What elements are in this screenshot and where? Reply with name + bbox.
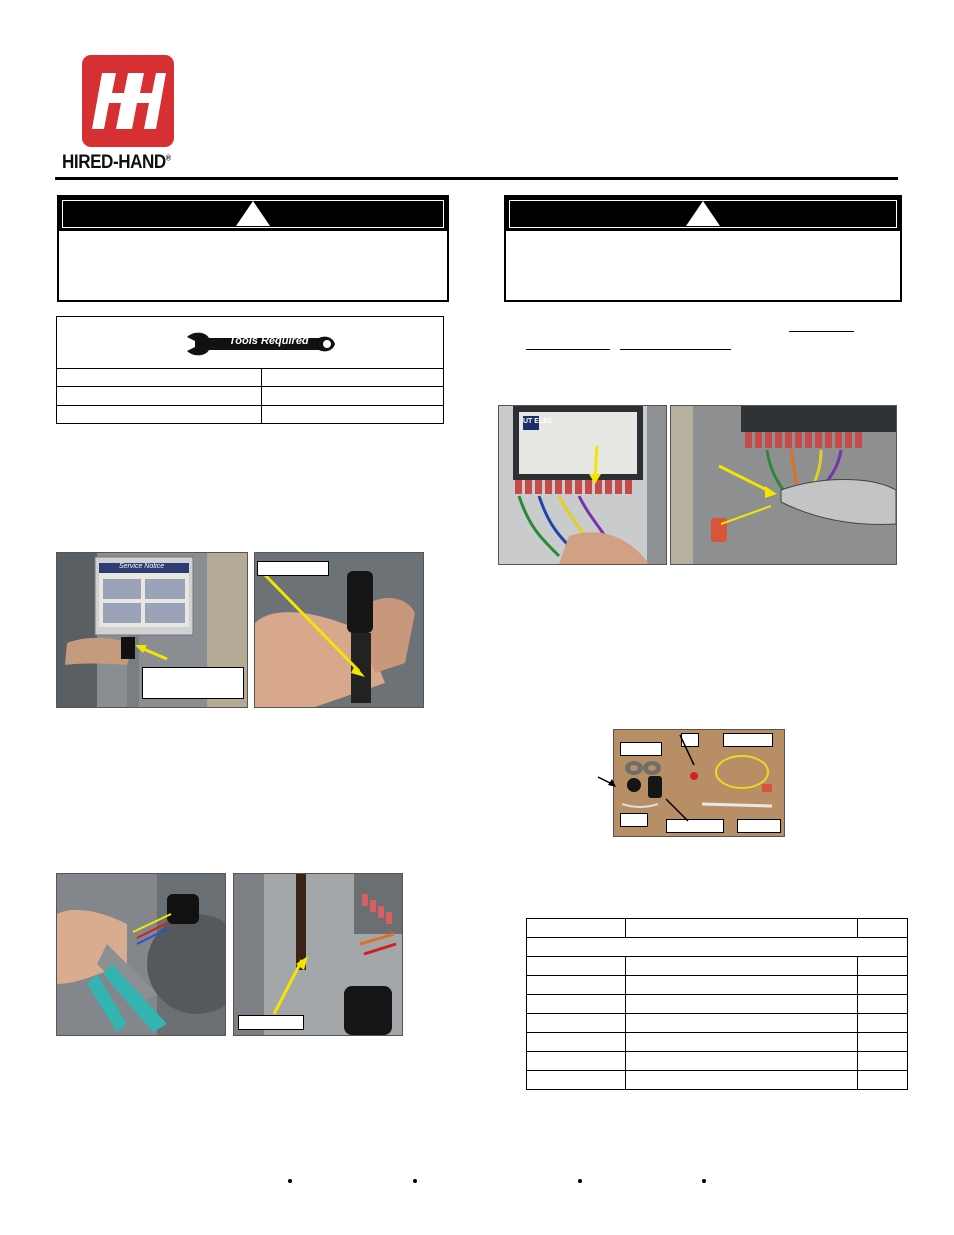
tools-detail [262, 387, 443, 405]
part-no-cell [527, 976, 626, 994]
description-cell [626, 1071, 858, 1089]
part-no-cell [527, 957, 626, 975]
description-cell [626, 995, 858, 1013]
table-row [527, 1033, 907, 1052]
brand-wordmark [62, 152, 171, 174]
parts-group-title [527, 938, 907, 956]
qty-cell [858, 995, 907, 1013]
tools-required-table [56, 316, 444, 424]
callout-screwdriver [238, 1015, 304, 1030]
parts-col-qty [858, 919, 907, 937]
photo-service-panel [56, 552, 248, 708]
tools-item [57, 406, 262, 424]
tools-required-badge: Tools Required [229, 335, 309, 347]
screwdriver-image [234, 874, 402, 1035]
warning-box-left [57, 195, 449, 302]
part-no-cell [527, 1033, 626, 1051]
warning-triangle-icon [686, 201, 720, 226]
callout-panel-plug [142, 667, 244, 699]
underlined-link-3 [620, 349, 731, 350]
qty-cell [858, 957, 907, 975]
warning-triangle-icon [236, 201, 270, 226]
photo-connector [254, 552, 424, 708]
footer-bullet [578, 1179, 582, 1183]
underlined-link-2 [526, 349, 610, 350]
parts-header-row [527, 919, 907, 938]
pliers-board-image [671, 406, 896, 564]
qty-cell [858, 976, 907, 994]
part-no-cell [527, 1071, 626, 1089]
tools-item [57, 368, 262, 386]
footer-bullet [413, 1179, 417, 1183]
table-row [527, 1014, 907, 1033]
description-cell [626, 1014, 858, 1032]
hh-logo-icon [82, 55, 174, 147]
description-cell [626, 1033, 858, 1051]
tools-item [57, 387, 262, 405]
underlined-link-1 [789, 331, 854, 332]
part-no-cell [527, 1052, 626, 1070]
panel-sign-title: Service Notice [119, 563, 165, 570]
tools-detail [262, 368, 443, 386]
registered-mark: ® [165, 153, 171, 163]
tools-header [57, 317, 443, 369]
qty-cell [858, 1033, 907, 1051]
warning-box-right [504, 195, 902, 302]
description-cell [626, 976, 858, 994]
qty-cell [858, 1052, 907, 1070]
kit-arrows [594, 725, 704, 835]
footer-bullet [288, 1179, 292, 1183]
part-no-cell [527, 1014, 626, 1032]
warning-header-bar [506, 197, 900, 233]
callout-kit-bottom-right [737, 819, 781, 833]
warning-header-bar [59, 197, 447, 233]
parts-group-row [527, 938, 907, 957]
photo-pliers-board [670, 405, 897, 565]
brand-logo [82, 55, 174, 147]
callout-connector [257, 561, 329, 576]
callout-kit-top-right [723, 733, 773, 747]
table-row [527, 995, 907, 1014]
brand-name: HIRED-HAND [62, 152, 166, 173]
parts-col-description [626, 919, 858, 937]
control-board-label: UT ELEC [523, 418, 553, 425]
qty-cell [858, 1014, 907, 1032]
cutting-wire-image [57, 874, 225, 1035]
part-no-cell [527, 995, 626, 1013]
tools-detail [262, 406, 443, 424]
table-row [527, 1071, 907, 1089]
table-row [527, 1052, 907, 1071]
control-board-image [499, 406, 666, 564]
parts-col-part-no [527, 919, 626, 937]
description-cell [626, 957, 858, 975]
header-rule [55, 177, 898, 180]
parts-table [526, 918, 908, 1090]
photo-cutting-wire [56, 873, 226, 1036]
photo-control-board [498, 405, 667, 565]
table-row [527, 957, 907, 976]
qty-cell [858, 1071, 907, 1089]
footer-bullet [702, 1179, 706, 1183]
description-cell [626, 1052, 858, 1070]
photo-screwdriver [233, 873, 403, 1036]
tools-row [57, 387, 443, 406]
tools-row [57, 368, 443, 387]
connector-image [255, 553, 423, 707]
table-row [527, 976, 907, 995]
tools-row [57, 406, 443, 424]
